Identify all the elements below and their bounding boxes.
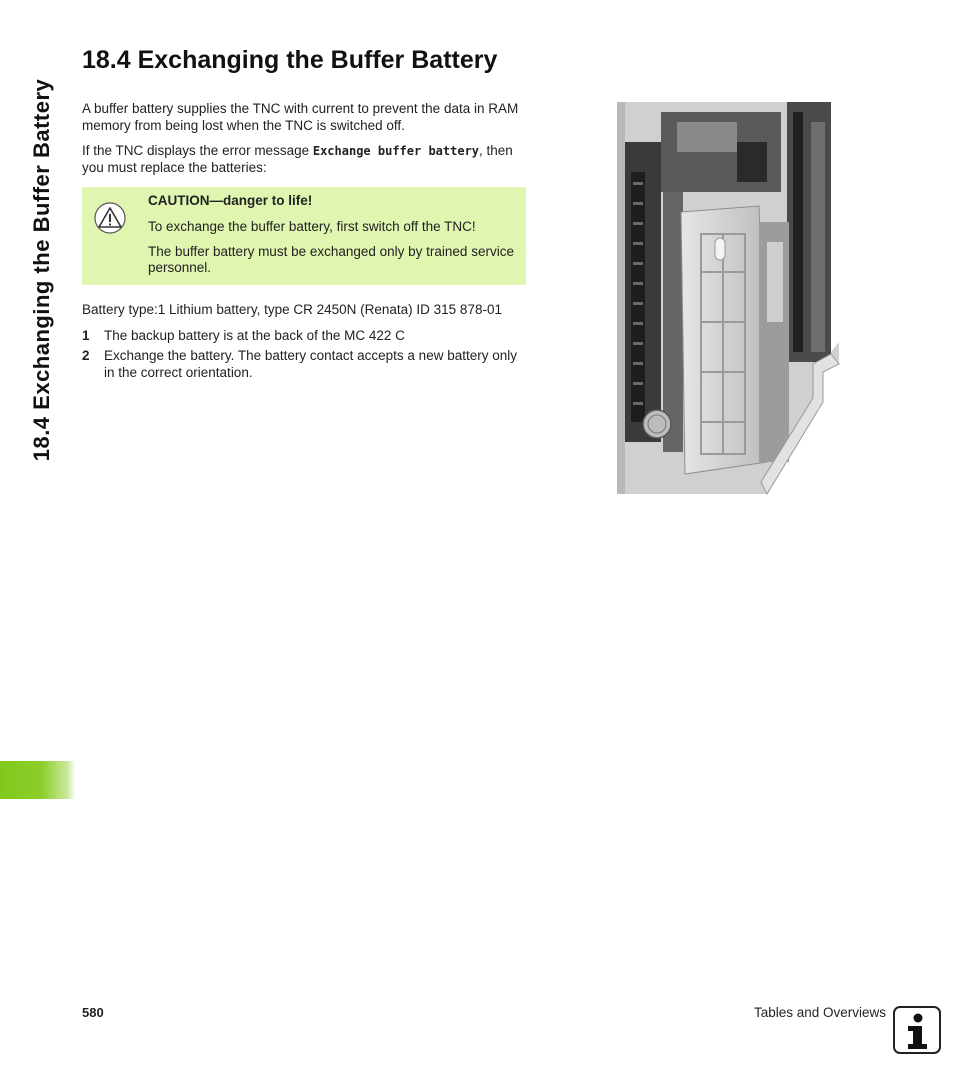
battery-location-photo: [617, 102, 841, 496]
caution-line-1: To exchange the buffer battery, first switch off the TNC!: [148, 219, 476, 234]
error-paragraph: [82, 143, 532, 176]
page-title: 18.4 Exchanging the Buffer Battery: [82, 46, 498, 74]
step-number: 2: [82, 348, 90, 363]
info-glyph: [895, 1008, 939, 1052]
step-text: The backup battery is at the back of the MC 422 C: [104, 328, 405, 343]
error-message-code: Exchange buffer battery: [312, 144, 480, 158]
error-prefix: If the TNC displays the error message: [82, 143, 313, 158]
error-suffix: , then you must replace the batteries:: [82, 143, 513, 175]
sidebar-chapter-title-text: 18.4 Exchanging the Buffer Battery: [29, 78, 54, 462]
page-number: 580: [82, 1005, 104, 1020]
caution-box: [82, 187, 526, 285]
caution-line-2: The buffer battery must be exchanged only by trained service personnel.: [148, 244, 514, 275]
footer-section-title: Tables and Overviews: [753, 1005, 886, 1020]
intro-paragraph: A buffer battery supplies the TNC with current to prevent the data in RAM memory from being lost when the TNC is switched off.: [82, 101, 519, 133]
step-number: 1: [82, 328, 90, 343]
step-text: Exchange the battery. The battery contact accepts a new battery only in the correct orientation.: [104, 348, 517, 380]
chapter-tab-marker: [0, 761, 76, 799]
info-icon: [893, 1006, 941, 1054]
sidebar-chapter-title: [20, 60, 64, 480]
battery-type: Battery type:1 Lithium battery, type CR 2450N (Renata) ID 315 878-01: [82, 302, 502, 317]
warning-triangle-icon: [94, 202, 126, 234]
caution-title: CAUTION—danger to life!: [148, 193, 313, 208]
